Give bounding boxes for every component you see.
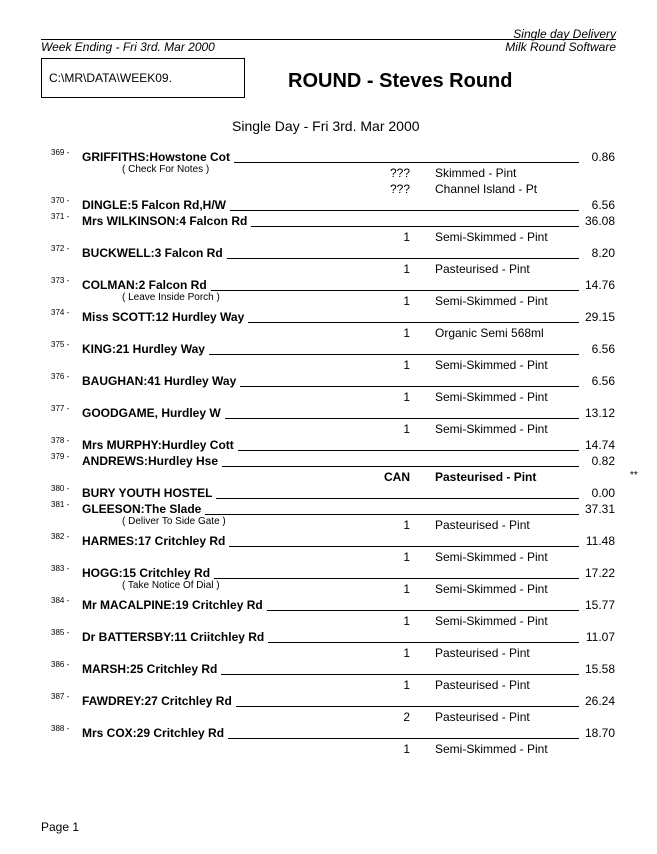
customer-name: Dr BATTERSBY:11 Criitchley Rd bbox=[82, 630, 268, 644]
customer-amount: 17.22 bbox=[584, 566, 615, 580]
delivery-item-row bbox=[0, 614, 657, 630]
item-product: Pasteurised - Pint bbox=[435, 678, 530, 692]
item-quantity: 1 bbox=[403, 518, 410, 532]
customer-number: 378 - bbox=[51, 436, 70, 445]
customer-name: DINGLE:5 Falcon Rd,H/W bbox=[82, 198, 230, 212]
item-quantity: 1 bbox=[403, 326, 410, 340]
customer-number: 387 - bbox=[51, 692, 70, 701]
delivery-item-row bbox=[0, 550, 657, 566]
item-product: Semi-Skimmed - Pint bbox=[435, 550, 548, 564]
item-quantity: 2 bbox=[403, 710, 410, 724]
item-quantity: 1 bbox=[403, 390, 410, 404]
customer-number: 386 - bbox=[51, 660, 70, 669]
item-product: Pasteurised - Pint bbox=[435, 646, 530, 660]
customer-number: 376 - bbox=[51, 372, 70, 381]
item-quantity: 1 bbox=[403, 742, 410, 756]
page-number: Page 1 bbox=[41, 820, 80, 834]
customer-number: 381 - bbox=[51, 500, 70, 509]
customer-amount: 26.24 bbox=[584, 694, 615, 708]
customer-row bbox=[0, 534, 657, 550]
customer-row bbox=[0, 246, 657, 262]
customer-amount: 6.56 bbox=[591, 198, 615, 212]
customer-row bbox=[0, 198, 657, 214]
customer-amount: 36.08 bbox=[584, 214, 615, 228]
item-product: Semi-Skimmed - Pint bbox=[435, 582, 548, 596]
customer-amount: 14.74 bbox=[584, 438, 615, 452]
customer-number: 377 - bbox=[51, 404, 70, 413]
customer-row bbox=[0, 598, 657, 614]
customer-amount: 15.58 bbox=[584, 662, 615, 676]
week-ending-label: Week Ending - Fri 3rd. Mar 2000 bbox=[41, 40, 215, 54]
software-name-label: Milk Round Software bbox=[505, 40, 616, 54]
customer-number: 379 - bbox=[51, 452, 70, 461]
customer-name: KING:21 Hurdley Way bbox=[82, 342, 209, 356]
customer-row bbox=[0, 630, 657, 646]
customer-number: 371 - bbox=[51, 212, 70, 221]
customer-number: 374 - bbox=[51, 308, 70, 317]
item-quantity: 1 bbox=[403, 262, 410, 276]
customer-name: GLEESON:The Slade bbox=[82, 502, 205, 516]
customer-row bbox=[0, 502, 657, 518]
item-quantity: 1 bbox=[403, 582, 410, 596]
delivery-item-row bbox=[0, 326, 657, 342]
customer-name: GOODGAME, Hurdley W bbox=[82, 406, 225, 420]
delivery-item-row bbox=[0, 166, 657, 182]
customer-name: COLMAN:2 Falcon Rd bbox=[82, 278, 211, 292]
customer-number: 370 - bbox=[51, 196, 70, 205]
customer-number: 375 - bbox=[51, 340, 70, 349]
customer-name: GRIFFITHS:Howstone Cot bbox=[82, 150, 234, 164]
customer-amount: 0.00 bbox=[591, 486, 615, 500]
item-quantity: 1 bbox=[403, 678, 410, 692]
customer-note: ( Check For Notes ) bbox=[122, 164, 210, 175]
customer-number: 380 - bbox=[51, 484, 70, 493]
data-path-box bbox=[41, 58, 245, 98]
item-product: Semi-Skimmed - Pint bbox=[435, 422, 548, 436]
page-title: ROUND - Steves Round bbox=[288, 70, 513, 92]
customer-number: 372 - bbox=[51, 244, 70, 253]
customer-row bbox=[0, 342, 657, 358]
item-product: Semi-Skimmed - Pint bbox=[435, 294, 548, 308]
customer-row bbox=[0, 694, 657, 710]
customer-row bbox=[0, 486, 657, 502]
item-quantity: 1 bbox=[403, 614, 410, 628]
customer-amount: 15.77 bbox=[584, 598, 615, 612]
customer-name: Miss SCOTT:12 Hurdley Way bbox=[82, 310, 248, 324]
customer-row bbox=[0, 374, 657, 390]
item-product: Skimmed - Pint bbox=[435, 166, 517, 180]
customer-name: Mrs MURPHY:Hurdley Cott bbox=[82, 438, 238, 452]
customer-number: 385 - bbox=[51, 628, 70, 637]
customer-row bbox=[0, 278, 657, 294]
delivery-item-row bbox=[0, 646, 657, 662]
customer-name: BURY YOUTH HOSTEL bbox=[82, 486, 216, 500]
customer-row bbox=[0, 438, 657, 454]
delivery-item-row bbox=[0, 262, 657, 278]
delivery-item-row bbox=[0, 358, 657, 374]
customer-name: BAUGHAN:41 Hurdley Way bbox=[82, 374, 240, 388]
customer-number: 369 - bbox=[51, 148, 70, 157]
delivery-item-row bbox=[0, 678, 657, 694]
customer-row bbox=[0, 566, 657, 582]
customer-name: ANDREWS:Hurdley Hse bbox=[82, 454, 222, 468]
item-product: Channel Island - Pt bbox=[435, 182, 538, 196]
item-product: Semi-Skimmed - Pint bbox=[435, 614, 548, 628]
customer-amount: 13.12 bbox=[584, 406, 615, 420]
customer-number: 384 - bbox=[51, 596, 70, 605]
customer-number: 388 - bbox=[51, 724, 70, 733]
item-quantity: 1 bbox=[403, 422, 410, 436]
page-subtitle: Single Day - Fri 3rd. Mar 2000 bbox=[232, 118, 420, 134]
customer-amount: 8.20 bbox=[591, 246, 615, 260]
customer-amount: 29.15 bbox=[584, 310, 615, 324]
customer-name: Mrs COX:29 Critchley Rd bbox=[82, 726, 228, 740]
data-path-text: C:\MR\DATA\WEEK09. bbox=[49, 71, 172, 85]
customer-row bbox=[0, 310, 657, 326]
delivery-item-row bbox=[0, 710, 657, 726]
customer-row bbox=[0, 454, 657, 470]
customer-row bbox=[0, 214, 657, 230]
customer-name: MARSH:25 Critchley Rd bbox=[82, 662, 221, 676]
customer-amount: 0.86 bbox=[591, 150, 615, 164]
item-product: Organic Semi 568ml bbox=[435, 326, 544, 340]
delivery-item-row bbox=[0, 390, 657, 406]
customer-note: ( Deliver To Side Gate ) bbox=[122, 516, 226, 527]
item-quantity: 1 bbox=[403, 230, 410, 244]
customer-amount: 6.56 bbox=[591, 342, 615, 356]
customer-row bbox=[0, 150, 657, 166]
customer-number: 382 - bbox=[51, 532, 70, 541]
customer-amount: 0.82 bbox=[591, 454, 615, 468]
flag-marker: ** bbox=[630, 470, 638, 481]
item-product: Pasteurised - Pint bbox=[435, 470, 537, 484]
item-quantity: 1 bbox=[403, 550, 410, 564]
customer-number: 383 - bbox=[51, 564, 70, 573]
customer-amount: 6.56 bbox=[591, 374, 615, 388]
item-quantity: ??? bbox=[389, 182, 410, 196]
customer-row bbox=[0, 406, 657, 422]
item-quantity: CAN bbox=[384, 470, 410, 484]
item-product: Pasteurised - Pint bbox=[435, 518, 530, 532]
customer-amount: 37.31 bbox=[584, 502, 615, 516]
item-quantity: 1 bbox=[403, 294, 410, 308]
delivery-item-row bbox=[0, 294, 657, 310]
item-product: Semi-Skimmed - Pint bbox=[435, 742, 548, 756]
item-product: Pasteurised - Pint bbox=[435, 262, 530, 276]
delivery-item-row bbox=[0, 230, 657, 246]
customer-name: HARMES:17 Critchley Rd bbox=[82, 534, 229, 548]
delivery-item-row bbox=[0, 470, 657, 486]
item-quantity: 1 bbox=[403, 646, 410, 660]
item-product: Semi-Skimmed - Pint bbox=[435, 358, 548, 372]
delivery-item-row bbox=[0, 422, 657, 438]
item-quantity: 1 bbox=[403, 358, 410, 372]
customer-name: BUCKWELL:3 Falcon Rd bbox=[82, 246, 227, 260]
customer-note: ( Take Notice Of Dial ) bbox=[122, 580, 220, 591]
customer-amount: 18.70 bbox=[584, 726, 615, 740]
customer-name: FAWDREY:27 Critchley Rd bbox=[82, 694, 236, 708]
item-quantity: ??? bbox=[389, 166, 410, 180]
customer-row bbox=[0, 726, 657, 742]
delivery-type-label: Single day Delivery bbox=[513, 27, 616, 41]
item-product: Semi-Skimmed - Pint bbox=[435, 390, 548, 404]
customer-amount: 11.48 bbox=[585, 534, 615, 548]
customer-row bbox=[0, 662, 657, 678]
delivery-item-row bbox=[0, 518, 657, 534]
customer-name: Mrs WILKINSON:4 Falcon Rd bbox=[82, 214, 251, 228]
customer-name: Mr MACALPINE:19 Critchley Rd bbox=[82, 598, 267, 612]
customer-amount: 14.76 bbox=[584, 278, 615, 292]
customer-number: 373 - bbox=[51, 276, 70, 285]
delivery-item-row bbox=[0, 742, 657, 758]
item-product: Semi-Skimmed - Pint bbox=[435, 230, 548, 244]
item-product: Pasteurised - Pint bbox=[435, 710, 530, 724]
delivery-item-row bbox=[0, 582, 657, 598]
customer-note: ( Leave Inside Porch ) bbox=[122, 292, 220, 303]
customer-name: HOGG:15 Critchley Rd bbox=[82, 566, 214, 580]
customer-amount: 11.07 bbox=[585, 630, 615, 644]
delivery-item-row bbox=[0, 182, 657, 198]
